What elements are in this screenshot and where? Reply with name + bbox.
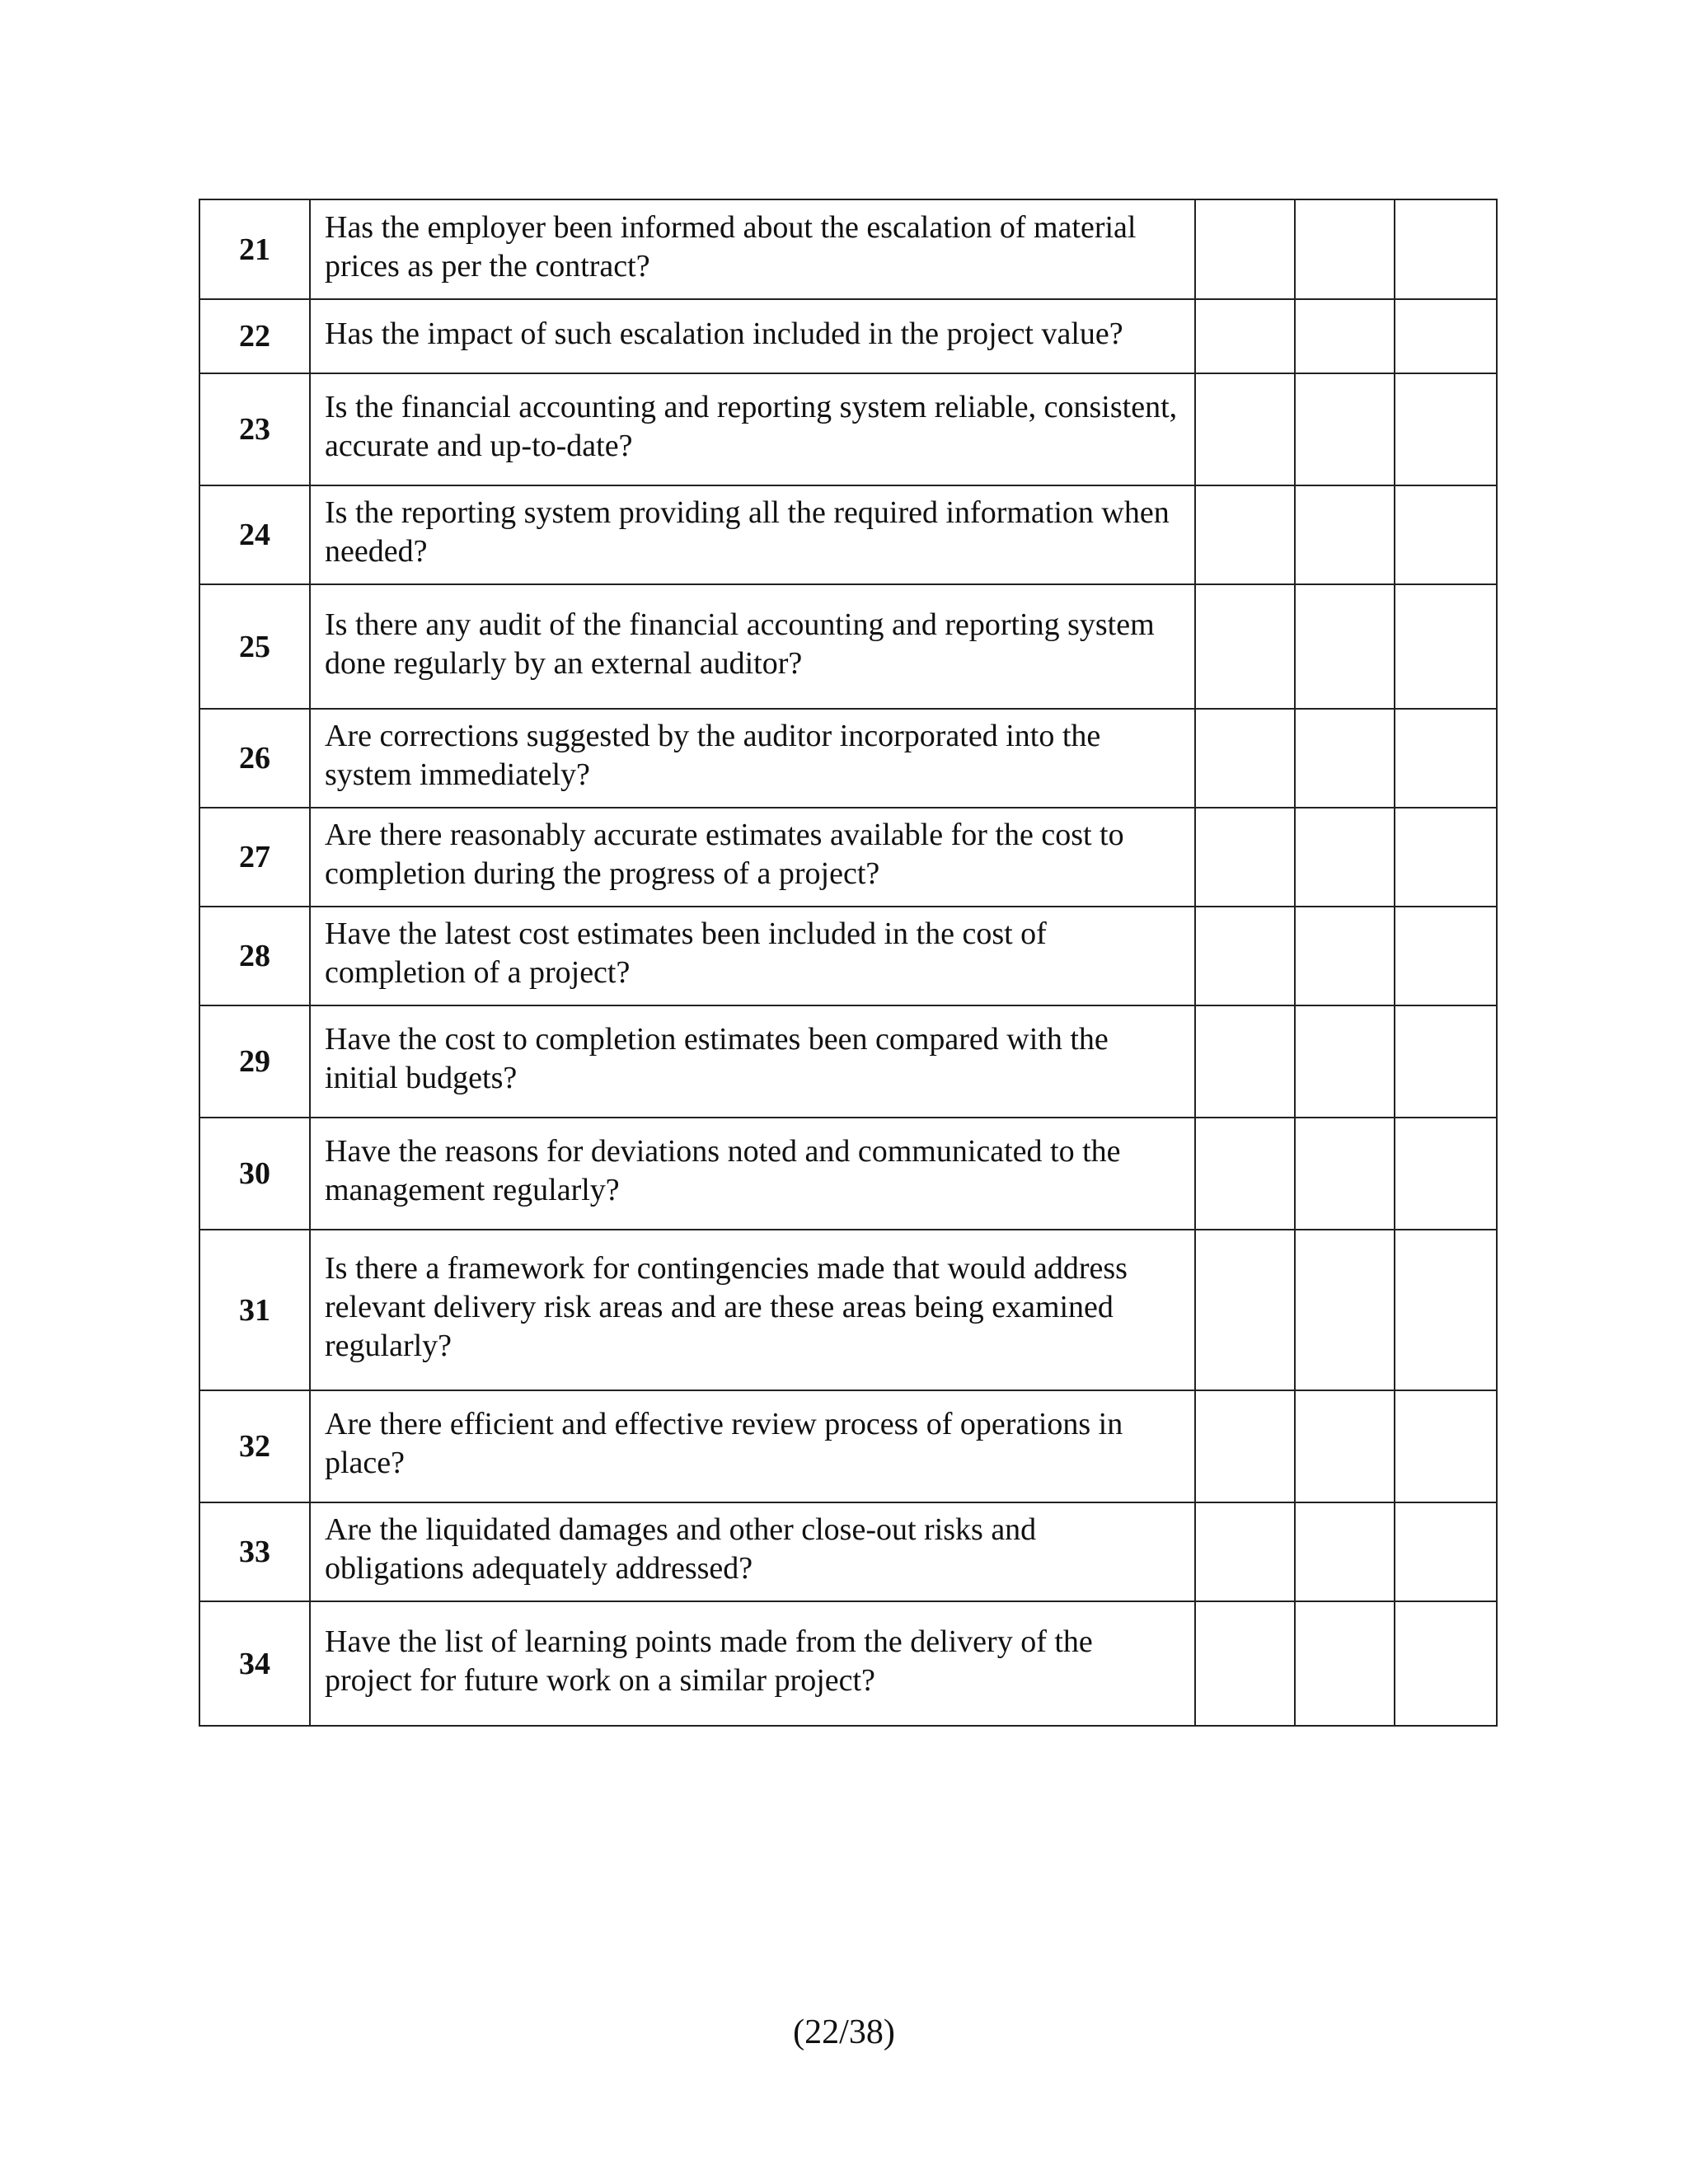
row-number: 29	[199, 1005, 310, 1118]
table-row	[199, 709, 1497, 808]
row-number: 21	[199, 199, 310, 299]
answer-cell[interactable]	[1295, 584, 1395, 709]
answer-cell[interactable]	[1295, 709, 1395, 808]
answer-cell[interactable]	[1295, 373, 1395, 485]
question-text: Are the liquidated damages and other close-out risks and obligations adequately addressed?	[325, 1512, 1037, 1586]
row-question	[310, 373, 1195, 485]
question-text: Is the reporting system providing all the required information when needed?	[325, 495, 1170, 569]
answer-cell[interactable]	[1395, 299, 1497, 373]
answer-cell[interactable]	[1195, 1118, 1295, 1230]
question-text: Have the latest cost estimates been included in the cost of completion of a project?	[325, 916, 1047, 990]
answer-cell[interactable]	[1395, 1502, 1497, 1601]
answer-cell[interactable]	[1295, 1230, 1395, 1390]
question-text: Has the employer been informed about the escalation of material prices as per the contract?	[325, 209, 1137, 284]
row-question	[310, 1005, 1195, 1118]
table-row	[199, 1118, 1497, 1230]
row-number: 26	[199, 709, 310, 808]
answer-cell[interactable]	[1195, 1005, 1295, 1118]
row-question	[310, 1230, 1195, 1390]
row-question	[310, 808, 1195, 907]
row-number: 30	[199, 1118, 310, 1230]
table-row	[199, 1390, 1497, 1502]
answer-cell[interactable]	[1295, 1601, 1395, 1726]
question-text: Are there reasonably accurate estimates available for the cost to completion during the progress of a project?	[325, 818, 1124, 891]
answer-cell[interactable]	[1295, 1390, 1395, 1502]
answer-cell[interactable]	[1195, 485, 1295, 584]
question-text: Are corrections suggested by the auditor incorporated into the system immediately?	[325, 719, 1101, 792]
row-number: 33	[199, 1502, 310, 1601]
answer-cell[interactable]	[1195, 907, 1295, 1005]
question-text: Have the reasons for deviations noted and communicated to the management regularly?	[325, 1134, 1121, 1207]
table-row	[199, 907, 1497, 1005]
answer-cell[interactable]	[1395, 1601, 1497, 1726]
answer-cell[interactable]	[1295, 907, 1395, 1005]
answer-cell[interactable]	[1395, 584, 1497, 709]
table-row	[199, 299, 1497, 373]
row-number: 23	[199, 373, 310, 485]
checklist-table	[199, 199, 1498, 1727]
row-question	[310, 1390, 1195, 1502]
answer-cell[interactable]	[1195, 199, 1295, 299]
answer-cell[interactable]	[1395, 1005, 1497, 1118]
table-row	[199, 1601, 1497, 1726]
row-number: 25	[199, 584, 310, 709]
answer-cell[interactable]	[1195, 1390, 1295, 1502]
row-question	[310, 709, 1195, 808]
row-question	[310, 907, 1195, 1005]
answer-cell[interactable]	[1395, 1390, 1497, 1502]
answer-cell[interactable]	[1395, 485, 1497, 584]
answer-cell[interactable]	[1395, 709, 1497, 808]
question-text: Is there a framework for contingencies made that would address relevant delivery risk areas and are these areas being examined regularly?	[325, 1251, 1128, 1363]
table-row	[199, 1005, 1497, 1118]
answer-cell[interactable]	[1295, 1005, 1395, 1118]
row-question	[310, 199, 1195, 299]
table-row	[199, 808, 1497, 907]
answer-cell[interactable]	[1195, 1502, 1295, 1601]
answer-cell[interactable]	[1395, 907, 1497, 1005]
row-number: 27	[199, 808, 310, 907]
answer-cell[interactable]	[1395, 1230, 1497, 1390]
row-number: 24	[199, 485, 310, 584]
answer-cell[interactable]	[1295, 1118, 1395, 1230]
row-number: 31	[199, 1230, 310, 1390]
answer-cell[interactable]	[1195, 1601, 1295, 1726]
answer-cell[interactable]	[1295, 199, 1395, 299]
answer-cell[interactable]	[1195, 709, 1295, 808]
row-question	[310, 299, 1195, 373]
row-question	[310, 1502, 1195, 1601]
question-text: Is there any audit of the financial accounting and reporting system done regularly by an external auditor?	[325, 607, 1155, 681]
answer-cell[interactable]	[1195, 808, 1295, 907]
row-number: 28	[199, 907, 310, 1005]
row-question	[310, 1118, 1195, 1230]
answer-cell[interactable]	[1395, 373, 1497, 485]
table-row	[199, 1502, 1497, 1601]
row-question	[310, 1601, 1195, 1726]
answer-cell[interactable]	[1395, 1118, 1497, 1230]
answer-cell[interactable]	[1295, 485, 1395, 584]
answer-cell[interactable]	[1295, 808, 1395, 907]
row-question	[310, 485, 1195, 584]
answer-cell[interactable]	[1195, 1230, 1295, 1390]
question-text: Are there efficient and effective review process of operations in place?	[325, 1407, 1123, 1480]
table-row	[199, 584, 1497, 709]
question-text: Have the cost to completion estimates been compared with the initial budgets?	[325, 1022, 1109, 1095]
row-question	[310, 584, 1195, 709]
answer-cell[interactable]	[1195, 373, 1295, 485]
question-text: Is the financial accounting and reporting system reliable, consistent, accurate and up-to-date?	[325, 390, 1178, 463]
answer-cell[interactable]	[1195, 299, 1295, 373]
question-text: Has the impact of such escalation included in the project value?	[325, 316, 1123, 351]
row-number: 34	[199, 1601, 310, 1726]
row-number: 22	[199, 299, 310, 373]
table-row	[199, 485, 1497, 584]
row-number: 32	[199, 1390, 310, 1502]
answer-cell[interactable]	[1295, 1502, 1395, 1601]
checklist-body	[199, 199, 1497, 1726]
table-row	[199, 199, 1497, 299]
answer-cell[interactable]	[1195, 584, 1295, 709]
answer-cell[interactable]	[1395, 808, 1497, 907]
answer-cell[interactable]	[1395, 199, 1497, 299]
table-row	[199, 1230, 1497, 1390]
table-row	[199, 373, 1497, 485]
page-number: (22/38)	[793, 2013, 895, 2051]
answer-cell[interactable]	[1295, 299, 1395, 373]
question-text: Have the list of learning points made from the delivery of the project for future work on a similar project?	[325, 1624, 1093, 1698]
